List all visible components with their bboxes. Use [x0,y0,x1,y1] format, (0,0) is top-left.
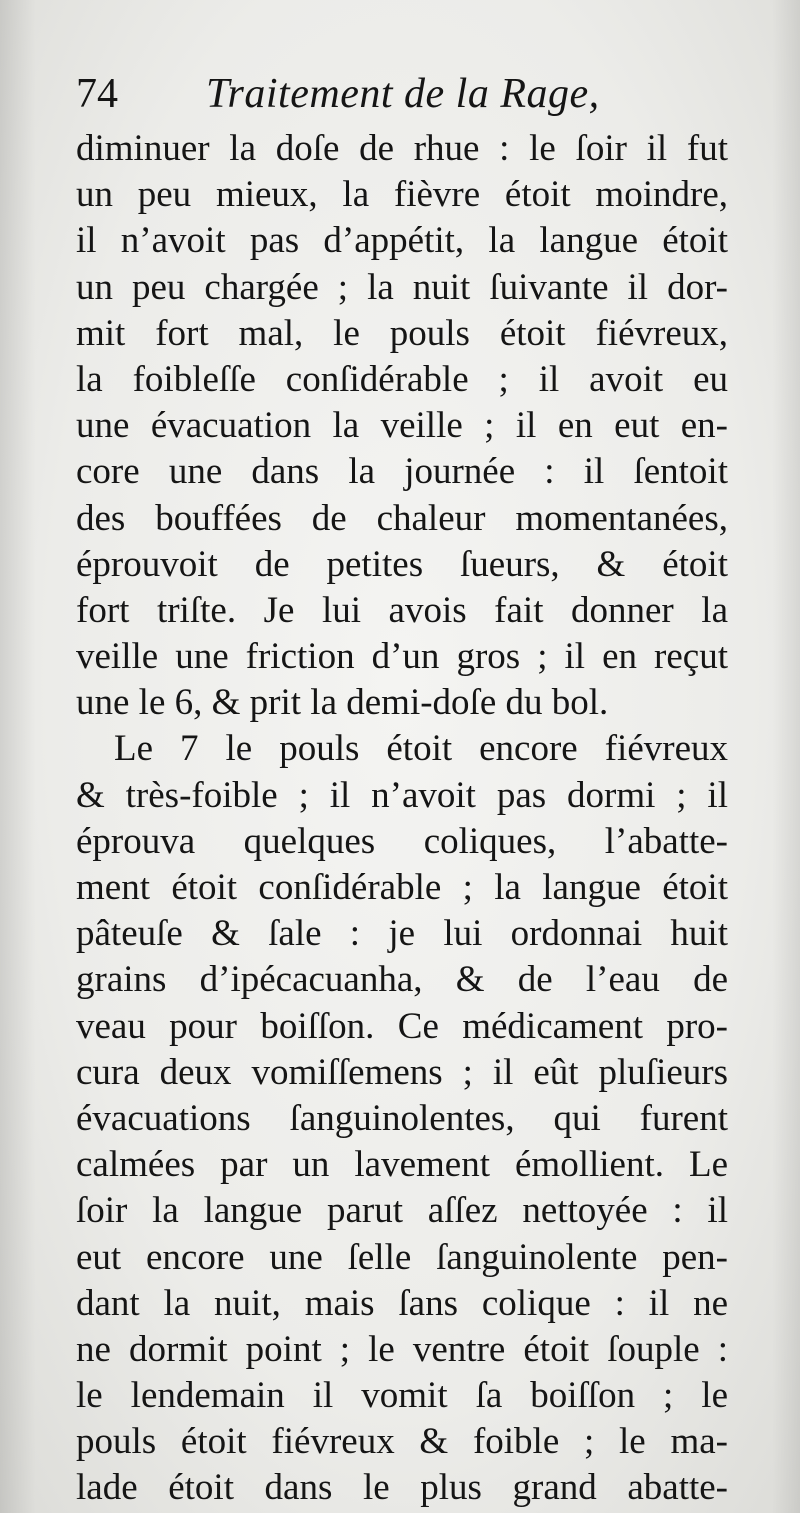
text-line: éprouva quelques coliques, l’abatte- [76,820,728,862]
text-line: cura deux vomiſſemens ; il eût pluſieurs [76,1051,728,1093]
text-line: ment étoit conſidérable ; la langue étoit [76,867,728,908]
text-line: une le 6, & prit la demi-doſe du bol. [76,682,609,724]
text-line: pouls étoit fiévreux & foible ; le ma- [76,1421,728,1463]
text-line: ſoir la langue parut aſſez nettoyée : il [76,1190,728,1232]
text-line: veau pour boiſſon. Ce médicament pro- [76,1005,728,1047]
page-number: 74 [76,71,118,117]
text-line: dant la nuit, mais ſans colique : il ne [76,1282,728,1324]
text-line: le lendemain il vomit ſa boiſſon ; le [76,1375,728,1417]
text-line: fort triſte. Je lui avois fait donner la [76,589,728,631]
running-title: Traitement de la Rage, [206,71,600,117]
text-line: la foibleſſe conſidérable ; il avoit eu [76,358,728,400]
text-line: mit fort mal, le pouls étoit fiévreux, [76,312,728,354]
text-line: grains d’ipécacuanha, & de l’eau de [76,959,728,1001]
text-line: core une dans la journée : il ſentoit [76,451,728,493]
left-page-shadow [0,0,36,1513]
right-page-shadow [772,0,800,1513]
text-line: un peu chargée ; la nuit ſuivante il dor- [76,266,728,308]
paragraph-start-line: Le 7 le pouls étoit encore fiévreux [114,728,728,770]
text-line: il n’avoit pas d’appétit, la langue étoit [76,220,728,262]
text-line: diminuer la doſe de rhue : le ſoir il fut [76,128,728,169]
text-line: veille une friction d’un gros ; il en reçut [76,636,728,678]
text-line: une évacuation la veille ; il en eut en- [76,405,728,447]
text-line: un peu mieux, la fièvre étoit moindre, [76,174,728,216]
text-line: pâteuſe & ſale : je lui ordonnai huit [76,913,728,955]
text-line: évacuations ſanguinolentes, qui furent [76,1097,728,1139]
text-line: des bouffées de chaleur momentanées, [76,497,728,539]
text-line: éprouvoit de petites ſueurs, & étoit [76,543,728,585]
page-header [76,62,736,126]
text-line: eut encore une ſelle ſanguinolente pen- [76,1236,728,1278]
text-line: ne dormit point ; le ventre étoit ſouple : [76,1328,728,1370]
text-line: lade étoit dans le plus grand abatte- [76,1467,728,1509]
text-line: & très-foible ; il n’avoit pas dormi ; il [76,774,728,816]
text-line: calmées par un lavement émollient. Le [76,1144,728,1186]
body-text [76,126,728,1512]
